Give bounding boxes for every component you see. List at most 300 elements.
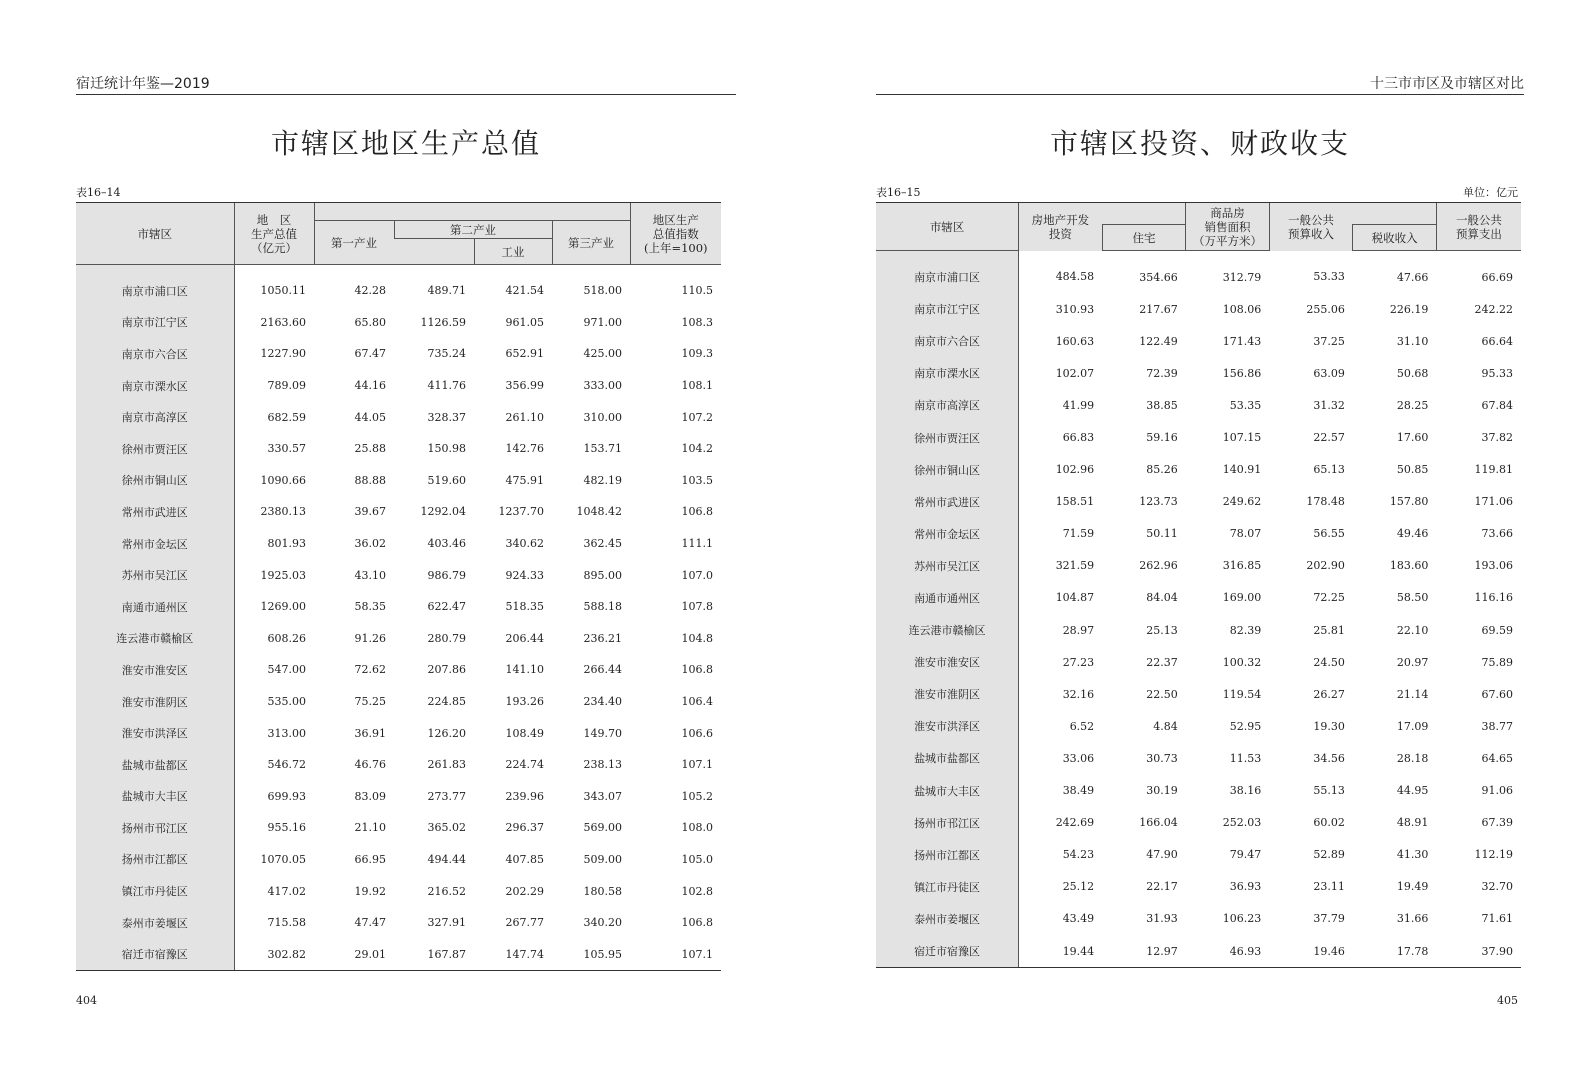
value-cell: 36.91 bbox=[354, 726, 386, 740]
table-row bbox=[76, 433, 721, 465]
value-cell: 84.04 bbox=[1146, 591, 1178, 605]
value-cell: 44.05 bbox=[354, 410, 386, 424]
value-cell: 327.91 bbox=[427, 916, 466, 930]
region-cell: 宿迁市宿豫区 bbox=[76, 938, 234, 970]
value-cell: 46.93 bbox=[1186, 935, 1270, 968]
table-row bbox=[876, 293, 1521, 325]
value-cell: 36.02 bbox=[354, 537, 386, 551]
table-row bbox=[876, 421, 1521, 453]
value-cell: 105.2 bbox=[681, 789, 713, 803]
value-cell: 356.99 bbox=[505, 379, 544, 393]
value-cell: 1070.05 bbox=[260, 852, 306, 866]
value-cell: 67.39 bbox=[1481, 816, 1513, 830]
value-cell: 43.10 bbox=[354, 568, 386, 582]
table-row bbox=[76, 686, 721, 718]
value-cell: 310.00 bbox=[583, 410, 622, 424]
value-cell: 53.33 bbox=[1313, 270, 1345, 284]
table-row bbox=[76, 749, 721, 781]
value-cell: 22.50 bbox=[1146, 687, 1178, 701]
table-row bbox=[876, 775, 1521, 807]
value-cell: 226.19 bbox=[1389, 302, 1429, 316]
value-cell: 107.1 bbox=[681, 758, 713, 772]
table-row bbox=[876, 325, 1521, 357]
value-cell: 354.66 bbox=[1139, 270, 1178, 284]
value-cell: 569.00 bbox=[583, 821, 622, 835]
value-cell: 313.00 bbox=[267, 726, 306, 740]
table-row bbox=[876, 646, 1521, 678]
region-cell: 常州市金坛区 bbox=[76, 528, 234, 560]
region-cell: 常州市武进区 bbox=[76, 496, 234, 528]
value-cell: 19.49 bbox=[1396, 880, 1429, 894]
value-cell: 66.64 bbox=[1481, 334, 1513, 348]
value-cell: 108.1 bbox=[681, 379, 713, 393]
value-cell: 109.3 bbox=[681, 347, 713, 361]
value-cell: 955.16 bbox=[267, 821, 306, 835]
table-row bbox=[76, 559, 721, 591]
value-cell: 46.76 bbox=[354, 758, 386, 772]
col-region-r: 市辖区 bbox=[876, 203, 1019, 251]
value-cell: 699.93 bbox=[267, 789, 306, 803]
value-cell: 242.22 bbox=[1474, 302, 1513, 316]
value-cell: 321.59 bbox=[1055, 559, 1095, 573]
table-row bbox=[876, 582, 1521, 614]
value-cell: 85.26 bbox=[1146, 463, 1178, 477]
value-cell: 652.91 bbox=[505, 347, 544, 361]
value-cell: 206.44 bbox=[505, 631, 544, 645]
value-cell: 73.66 bbox=[1481, 527, 1513, 541]
value-cell: 316.85 bbox=[1222, 559, 1262, 573]
region-cell: 南京市江宁区 bbox=[876, 293, 1019, 325]
value-cell: 183.60 bbox=[1389, 559, 1429, 573]
page-number-right: 405 bbox=[1497, 994, 1518, 1007]
value-cell: 340.20 bbox=[583, 916, 622, 930]
value-cell: 22.37 bbox=[1146, 655, 1178, 669]
value-cell: 37.25 bbox=[1313, 334, 1345, 348]
region-cell: 扬州市邗江区 bbox=[876, 807, 1019, 839]
col-sales-area: 商品房 销售面积 （万平方米） bbox=[1186, 203, 1270, 251]
value-cell: 330.57 bbox=[267, 442, 306, 456]
value-cell: 403.46 bbox=[427, 537, 466, 551]
value-cell: 107.15 bbox=[1222, 431, 1262, 445]
value-cell: 56.55 bbox=[1313, 527, 1345, 541]
col-revenue: 一般公共 预算收入 bbox=[1269, 203, 1353, 251]
value-cell: 102.07 bbox=[1055, 366, 1095, 380]
value-cell: 28.97 bbox=[1062, 623, 1095, 637]
value-cell: 38.49 bbox=[1062, 784, 1095, 798]
value-cell: 296.37 bbox=[505, 821, 544, 835]
value-cell: 217.67 bbox=[1139, 302, 1178, 316]
table-row bbox=[76, 528, 721, 560]
value-cell: 266.44 bbox=[583, 663, 622, 677]
value-cell: 273.77 bbox=[427, 789, 466, 803]
value-cell: 169.00 bbox=[1222, 591, 1262, 605]
value-cell: 340.62 bbox=[505, 537, 544, 551]
value-cell: 39.67 bbox=[354, 505, 386, 519]
region-cell: 泰州市姜堰区 bbox=[76, 907, 234, 939]
value-cell: 67.84 bbox=[1481, 398, 1513, 412]
value-cell: 365.02 bbox=[427, 821, 466, 835]
value-cell: 224.85 bbox=[427, 695, 466, 709]
value-cell: 735.24 bbox=[427, 347, 466, 361]
value-cell: 48.91 bbox=[1396, 816, 1429, 830]
value-cell: 112.19 bbox=[1474, 848, 1513, 862]
value-cell: 75.25 bbox=[354, 695, 386, 709]
table-row bbox=[876, 389, 1521, 421]
col-region: 市辖区 bbox=[76, 203, 234, 265]
value-cell: 407.85 bbox=[505, 852, 544, 866]
table-row bbox=[876, 742, 1521, 774]
value-cell: 242.69 bbox=[1055, 816, 1095, 830]
value-cell: 789.09 bbox=[267, 379, 306, 393]
value-cell: 509.00 bbox=[583, 852, 622, 866]
page-number-left: 404 bbox=[76, 994, 97, 1007]
value-cell: 411.76 bbox=[427, 379, 466, 393]
value-cell: 971.00 bbox=[583, 315, 622, 329]
region-cell: 淮安市淮安区 bbox=[876, 646, 1019, 678]
value-cell: 180.58 bbox=[583, 884, 622, 898]
value-cell: 202.90 bbox=[1306, 559, 1345, 573]
col-realestate: 房地产开发 投资 bbox=[1019, 203, 1103, 251]
value-cell: 116.16 bbox=[1474, 591, 1513, 605]
value-cell: 37.82 bbox=[1481, 431, 1513, 445]
value-cell: 108.49 bbox=[505, 726, 544, 740]
value-cell: 55.13 bbox=[1313, 784, 1345, 798]
value-cell: 4.84 bbox=[1153, 719, 1178, 733]
col-tertiary: 第三产业 bbox=[552, 221, 630, 265]
table-row bbox=[76, 875, 721, 907]
value-cell: 801.93 bbox=[267, 537, 306, 551]
region-cell: 南京市高淳区 bbox=[76, 401, 234, 433]
table-row bbox=[76, 338, 721, 370]
value-cell: 105.95 bbox=[552, 938, 630, 970]
value-cell: 106.23 bbox=[1222, 912, 1262, 926]
region-cell: 南京市溧水区 bbox=[76, 370, 234, 402]
value-cell: 547.00 bbox=[267, 663, 306, 677]
value-cell: 25.12 bbox=[1062, 880, 1095, 894]
value-cell: 100.32 bbox=[1222, 655, 1262, 669]
value-cell: 546.72 bbox=[267, 758, 306, 772]
value-cell: 38.16 bbox=[1229, 784, 1262, 798]
running-header-right: 十三市市区及市辖区对比 bbox=[876, 74, 1524, 95]
region-cell: 泰州市姜堰区 bbox=[876, 903, 1019, 935]
value-cell: 1048.42 bbox=[576, 505, 622, 519]
value-cell: 106.8 bbox=[681, 663, 713, 677]
value-cell: 23.11 bbox=[1313, 880, 1345, 894]
value-cell: 107.2 bbox=[681, 410, 713, 424]
table-number-right: 表16–15 bbox=[876, 186, 921, 199]
value-cell: 50.85 bbox=[1396, 463, 1429, 477]
table-row bbox=[876, 486, 1521, 518]
table-row bbox=[76, 401, 721, 433]
value-cell: 207.86 bbox=[427, 663, 466, 677]
value-cell: 178.48 bbox=[1306, 495, 1345, 509]
table-row bbox=[876, 518, 1521, 550]
value-cell: 608.26 bbox=[267, 631, 306, 645]
table-row bbox=[876, 871, 1521, 903]
value-cell: 171.06 bbox=[1474, 495, 1513, 509]
value-cell: 1050.11 bbox=[260, 284, 306, 298]
value-cell: 924.33 bbox=[505, 568, 544, 582]
value-cell: 105.0 bbox=[681, 852, 713, 866]
table-row bbox=[76, 496, 721, 528]
value-cell: 27.23 bbox=[1062, 655, 1095, 669]
value-cell: 224.74 bbox=[505, 758, 544, 772]
value-cell: 36.93 bbox=[1229, 880, 1262, 894]
value-cell: 202.29 bbox=[505, 884, 544, 898]
value-cell: 489.71 bbox=[427, 284, 466, 298]
value-cell: 59.16 bbox=[1146, 431, 1178, 445]
region-cell: 徐州市贾汪区 bbox=[76, 433, 234, 465]
value-cell: 30.19 bbox=[1146, 784, 1178, 798]
value-cell: 106.8 bbox=[681, 505, 713, 519]
right-page bbox=[876, 0, 1524, 1077]
table-title-right: 市辖区投资、财政收支 bbox=[1049, 127, 1350, 160]
value-cell: 52.89 bbox=[1313, 848, 1345, 862]
table-row bbox=[876, 710, 1521, 742]
value-cell: 149.70 bbox=[583, 726, 622, 740]
value-cell: 31.93 bbox=[1146, 912, 1178, 926]
table-row bbox=[876, 935, 1521, 968]
value-cell: 895.00 bbox=[583, 568, 622, 582]
value-cell: 2380.13 bbox=[260, 505, 306, 519]
value-cell: 37.79 bbox=[1313, 912, 1345, 926]
value-cell: 67.47 bbox=[354, 347, 386, 361]
value-cell: 160.63 bbox=[1055, 334, 1095, 348]
value-cell: 1292.04 bbox=[420, 505, 466, 519]
value-cell: 535.00 bbox=[267, 695, 306, 709]
value-cell: 484.58 bbox=[1055, 270, 1095, 284]
value-cell: 417.02 bbox=[267, 884, 306, 898]
value-cell: 328.37 bbox=[427, 410, 466, 424]
region-cell: 徐州市铜山区 bbox=[76, 465, 234, 497]
value-cell: 52.95 bbox=[1229, 719, 1262, 733]
value-cell: 21.10 bbox=[354, 821, 386, 835]
value-cell: 22.17 bbox=[1146, 880, 1178, 894]
value-cell: 1090.66 bbox=[260, 473, 306, 487]
value-cell: 1925.03 bbox=[260, 568, 306, 582]
value-cell: 482.19 bbox=[583, 473, 622, 487]
value-cell: 20.97 bbox=[1396, 655, 1429, 669]
region-cell: 淮安市洪泽区 bbox=[876, 710, 1019, 742]
region-cell: 南京市六合区 bbox=[876, 325, 1019, 357]
region-cell: 盐城市大丰区 bbox=[76, 781, 234, 813]
value-cell: 83.09 bbox=[354, 789, 386, 803]
value-cell: 54.23 bbox=[1062, 848, 1095, 862]
table-row bbox=[876, 357, 1521, 389]
table-row bbox=[876, 251, 1521, 294]
value-cell: 24.50 bbox=[1313, 655, 1345, 669]
region-cell: 扬州市江都区 bbox=[876, 839, 1019, 871]
value-cell: 65.13 bbox=[1313, 463, 1345, 477]
region-cell: 盐城市盐都区 bbox=[876, 742, 1019, 774]
value-cell: 106.4 bbox=[681, 695, 713, 709]
value-cell: 518.35 bbox=[505, 600, 544, 614]
value-cell: 17.60 bbox=[1396, 431, 1429, 445]
value-cell: 715.58 bbox=[267, 916, 306, 930]
value-cell: 22.57 bbox=[1313, 431, 1345, 445]
value-cell: 167.87 bbox=[394, 938, 474, 970]
value-cell: 234.40 bbox=[583, 695, 622, 709]
value-cell: 166.04 bbox=[1139, 816, 1178, 830]
value-cell: 622.47 bbox=[427, 600, 466, 614]
region-cell: 常州市武进区 bbox=[876, 486, 1019, 518]
value-cell: 49.46 bbox=[1396, 527, 1429, 541]
col-gdp-index: 地区生产 总值指数 (上年=100) bbox=[630, 203, 721, 265]
value-cell: 32.70 bbox=[1481, 880, 1513, 894]
region-cell: 淮安市洪泽区 bbox=[76, 717, 234, 749]
col-industry: 工业 bbox=[474, 239, 552, 265]
value-cell: 310.93 bbox=[1055, 302, 1095, 316]
value-cell: 22.10 bbox=[1396, 623, 1429, 637]
value-cell: 343.07 bbox=[583, 789, 622, 803]
value-cell: 63.09 bbox=[1313, 366, 1345, 380]
region-cell: 南通市通州区 bbox=[76, 591, 234, 623]
region-cell: 淮安市淮安区 bbox=[76, 654, 234, 686]
value-cell: 19.46 bbox=[1269, 935, 1353, 968]
region-cell: 淮安市淮阴区 bbox=[876, 678, 1019, 710]
value-cell: 26.27 bbox=[1313, 687, 1345, 701]
value-cell: 75.89 bbox=[1481, 655, 1513, 669]
table-row bbox=[76, 844, 721, 876]
value-cell: 262.96 bbox=[1139, 559, 1178, 573]
gdp-table bbox=[76, 202, 721, 971]
value-cell: 280.79 bbox=[427, 631, 466, 645]
value-cell: 107.8 bbox=[681, 600, 713, 614]
value-cell: 1269.00 bbox=[260, 600, 306, 614]
value-cell: 25.81 bbox=[1313, 623, 1345, 637]
value-cell: 108.3 bbox=[681, 315, 713, 329]
value-cell: 107.1 bbox=[630, 938, 721, 970]
value-cell: 104.2 bbox=[681, 442, 713, 456]
value-cell: 82.39 bbox=[1229, 623, 1262, 637]
table-title-left: 市辖区地区生产总值 bbox=[270, 127, 541, 160]
value-cell: 193.06 bbox=[1474, 559, 1513, 573]
value-cell: 47.66 bbox=[1396, 270, 1429, 284]
table-row bbox=[76, 370, 721, 402]
table-row bbox=[876, 903, 1521, 935]
value-cell: 102.8 bbox=[681, 884, 713, 898]
value-cell: 216.52 bbox=[427, 884, 466, 898]
value-cell: 66.95 bbox=[354, 852, 386, 866]
value-cell: 1126.59 bbox=[420, 315, 466, 329]
value-cell: 50.11 bbox=[1146, 527, 1178, 541]
table-row bbox=[76, 465, 721, 497]
table-row bbox=[876, 807, 1521, 839]
value-cell: 25.88 bbox=[354, 442, 386, 456]
value-cell: 42.28 bbox=[354, 284, 386, 298]
region-cell: 宿迁市宿豫区 bbox=[876, 935, 1019, 968]
value-cell: 66.69 bbox=[1481, 270, 1513, 284]
col-housing: 住宅 bbox=[1102, 225, 1186, 251]
value-cell: 239.96 bbox=[505, 789, 544, 803]
region-cell: 南通市通州区 bbox=[876, 582, 1019, 614]
value-cell: 38.77 bbox=[1481, 719, 1513, 733]
table-row bbox=[76, 265, 721, 307]
region-cell: 扬州市江都区 bbox=[76, 844, 234, 876]
value-cell: 126.20 bbox=[427, 726, 466, 740]
value-cell: 267.77 bbox=[505, 916, 544, 930]
value-cell: 261.83 bbox=[427, 758, 466, 772]
value-cell: 150.98 bbox=[427, 442, 466, 456]
value-cell: 47.90 bbox=[1146, 848, 1178, 862]
value-cell: 110.5 bbox=[681, 284, 713, 298]
investment-finance-table bbox=[876, 202, 1521, 968]
value-cell: 1237.70 bbox=[498, 505, 544, 519]
value-cell: 362.45 bbox=[583, 537, 622, 551]
value-cell: 28.25 bbox=[1396, 398, 1429, 412]
region-cell: 南京市高淳区 bbox=[876, 389, 1019, 421]
region-cell: 南京市六合区 bbox=[76, 338, 234, 370]
region-cell: 南京市浦口区 bbox=[76, 265, 234, 307]
value-cell: 111.1 bbox=[681, 537, 713, 551]
region-cell: 南京市江宁区 bbox=[76, 307, 234, 339]
value-cell: 28.18 bbox=[1396, 751, 1429, 765]
value-cell: 19.44 bbox=[1019, 935, 1103, 968]
value-cell: 25.13 bbox=[1146, 623, 1178, 637]
region-cell: 徐州市铜山区 bbox=[876, 454, 1019, 486]
region-cell: 盐城市大丰区 bbox=[876, 775, 1019, 807]
table-row bbox=[876, 614, 1521, 646]
value-cell: 1227.90 bbox=[260, 347, 306, 361]
value-cell: 44.16 bbox=[354, 379, 386, 393]
value-cell: 69.59 bbox=[1481, 623, 1513, 637]
value-cell: 147.74 bbox=[474, 938, 552, 970]
table-row bbox=[76, 907, 721, 939]
value-cell: 88.88 bbox=[354, 473, 386, 487]
value-cell: 53.35 bbox=[1229, 398, 1262, 412]
value-cell: 12.97 bbox=[1102, 935, 1186, 968]
value-cell: 58.50 bbox=[1396, 591, 1429, 605]
table-row bbox=[876, 454, 1521, 486]
region-cell: 盐城市盐都区 bbox=[76, 749, 234, 781]
value-cell: 30.73 bbox=[1146, 751, 1178, 765]
value-cell: 106.6 bbox=[681, 726, 713, 740]
region-cell: 常州市金坛区 bbox=[876, 518, 1019, 550]
value-cell: 91.26 bbox=[354, 631, 386, 645]
value-cell: 31.10 bbox=[1396, 334, 1429, 348]
value-cell: 104.8 bbox=[681, 631, 713, 645]
value-cell: 31.32 bbox=[1313, 398, 1345, 412]
value-cell: 122.49 bbox=[1139, 334, 1178, 348]
table-row bbox=[876, 839, 1521, 871]
value-cell: 108.06 bbox=[1222, 302, 1262, 316]
value-cell: 60.02 bbox=[1313, 816, 1345, 830]
value-cell: 119.54 bbox=[1222, 687, 1262, 701]
value-cell: 102.96 bbox=[1055, 463, 1095, 477]
value-cell: 261.10 bbox=[505, 410, 544, 424]
col-primary: 第一产业 bbox=[314, 221, 394, 265]
value-cell: 50.68 bbox=[1396, 366, 1429, 380]
value-cell: 236.21 bbox=[583, 631, 622, 645]
table-number-left: 表16–14 bbox=[76, 186, 121, 199]
value-cell: 72.62 bbox=[354, 663, 386, 677]
value-cell: 494.44 bbox=[427, 852, 466, 866]
value-cell: 682.59 bbox=[267, 410, 306, 424]
value-cell: 2163.60 bbox=[260, 315, 306, 329]
value-cell: 140.91 bbox=[1222, 463, 1262, 477]
value-cell: 106.8 bbox=[681, 916, 713, 930]
value-cell: 29.01 bbox=[314, 938, 394, 970]
value-cell: 72.39 bbox=[1146, 366, 1178, 380]
table-row bbox=[876, 550, 1521, 582]
region-cell: 淮安市淮阴区 bbox=[76, 686, 234, 718]
left-page bbox=[76, 0, 736, 1077]
region-cell: 连云港市赣榆区 bbox=[76, 623, 234, 655]
region-cell: 南京市溧水区 bbox=[876, 357, 1019, 389]
value-cell: 43.49 bbox=[1062, 912, 1095, 926]
value-cell: 107.0 bbox=[681, 568, 713, 582]
value-cell: 41.30 bbox=[1396, 848, 1429, 862]
